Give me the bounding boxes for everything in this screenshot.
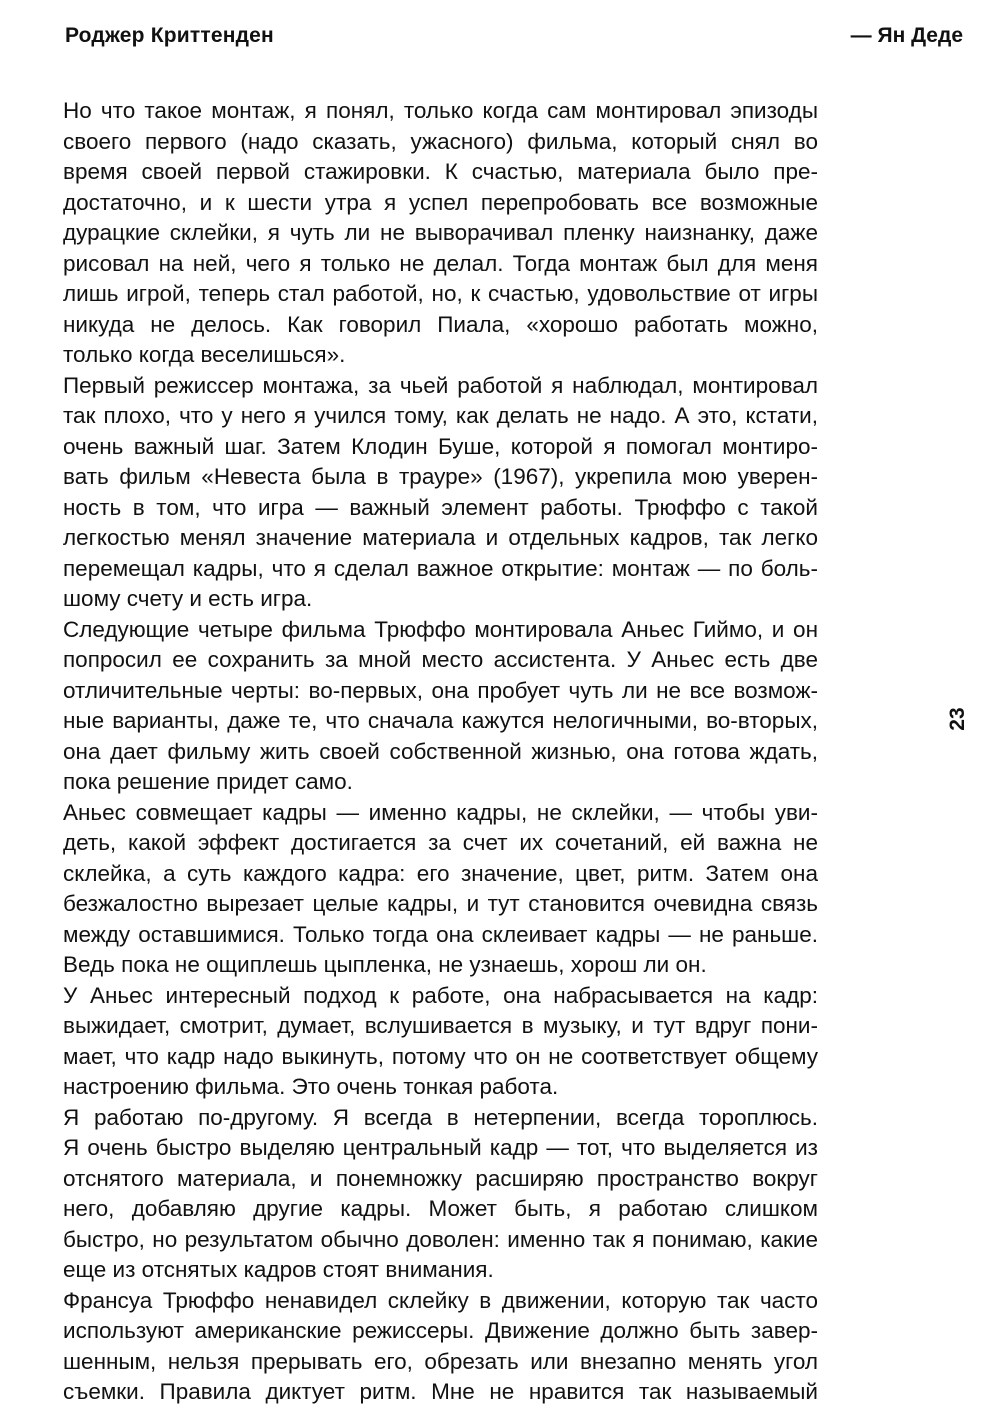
text-line: попросил ее сохранить за мной место ассистента. У Аньес есть две — [63, 647, 818, 672]
text-line: еще из отснятых кадров стоят внимания. — [63, 1257, 494, 1282]
text-line: используют американские режиссеры. Движение должно быть завер- — [63, 1318, 818, 1343]
text-line: только когда веселишься». — [63, 342, 346, 367]
text-line: время своей первой стажировки. К счастью, материала было пре- — [63, 159, 818, 184]
text-line: своего первого (надо сказать, ужасного) фильма, который снял во — [63, 128, 818, 154]
text-line: выжидает, смотрит, думает, вслушивается в музыку, и тут вдруг пони- — [63, 1013, 818, 1038]
text-line: шому счету и есть игра. — [63, 586, 313, 611]
text-line: Франсуа Трюффо ненавидел склейку в движении, которую так часто — [63, 1287, 818, 1313]
text-line: Ведь пока не ощиплешь цыпленка, не узнаешь, хорош ли он. — [63, 952, 707, 977]
paragraph — [63, 1286, 818, 1408]
body-text — [63, 96, 818, 1408]
text-line: дурацкие склейки, я чуть ли не выворачивал пленку наизнанку, даже — [63, 220, 818, 245]
text-line: перемещал кадры, что я сделал важное открытие: монтаж — по боль- — [63, 555, 818, 581]
running-header-subject: — Ян Деде — [850, 24, 963, 47]
text-line: легкостью менял значение материала и отдельных кадров, так легко — [63, 525, 818, 550]
paragraph — [63, 981, 818, 1103]
text-line: него, добавляю другие кадры. Может быть, я работаю слишком — [63, 1196, 818, 1221]
text-line: лишь игрой, теперь стал работой, но, к счастью, удовольствие от игры — [63, 281, 818, 306]
text-line: так плохо, что у него я учился тому, как делать не надо. А это, кстати, — [63, 403, 818, 428]
text-line: деть, какой эффект достигается за счет их сочетаний, ей важна не — [63, 830, 818, 855]
text-line: У Аньес интересный подход к работе, она набрасывается на кадр: — [63, 982, 818, 1008]
text-line: съемки. Правила диктует ритм. Мне не нравится так называемый — [63, 1379, 818, 1404]
text-line: Я очень быстро выделяю центральный кадр — тот, что выделяется из — [63, 1135, 818, 1160]
text-line: никуда не делось. Как говорил Пиала, «хорошо работать можно, — [63, 311, 818, 337]
text-line: отличительные черты: во-первых, она пробует чуть ли не все возмож- — [63, 677, 818, 703]
text-line: отснятого материала, и понемножку расширяю пространство вокруг — [63, 1165, 818, 1191]
paragraph — [63, 798, 818, 981]
page-number: 23 — [946, 707, 969, 731]
paragraph — [63, 96, 818, 371]
text-line: Я работаю по-другому. Я всегда в нетерпении, всегда тороплюсь. — [63, 1104, 818, 1130]
text-line: ные варианты, даже те, что сначала кажутся нелогичными, во-вторых, — [63, 708, 818, 733]
text-line: безжалостно вырезает целые кадры, и тут становится очевидна связь — [63, 891, 818, 916]
paragraph — [63, 1103, 818, 1286]
text-line: очень важный шаг. Затем Клодин Буше, которой я помогал монтиро- — [63, 433, 818, 459]
text-line: быстро, но результатом обычно доволен: именно так я понимаю, какие — [63, 1226, 818, 1252]
text-line: между оставшимися. Только тогда она склеивает кадры — не раньше. — [63, 921, 818, 947]
text-line: она дает фильму жить своей собственной жизнью, она готова ждать, — [63, 738, 818, 764]
text-line: настроению фильма. Это очень тонкая работа. — [63, 1074, 559, 1099]
text-line: мает, что кадр надо выкинуть, потому что он не соответствует общему — [63, 1043, 818, 1069]
text-line: Первый режиссер монтажа, за чьей работой я наблюдал, монтировал — [63, 372, 818, 398]
text-line: Но что такое монтаж, я понял, только когда сам монтировал эпизоды — [63, 98, 818, 123]
text-line: шенным, нельзя прерывать его, обрезать или внезапно менять угол — [63, 1348, 818, 1374]
text-line: рисовал на ней, чего я только не делал. Тогда монтаж был для меня — [63, 250, 818, 276]
running-header-author: Роджер Криттенден — [65, 24, 274, 47]
paragraph — [63, 615, 818, 798]
text-line: ность в том, что игра — важный элемент работы. Трюффо с такой — [63, 494, 818, 520]
text-line: пока решение придет само. — [63, 769, 353, 794]
text-line: склейка, а суть каждого кадра: его значение, цвет, ритм. Затем она — [63, 860, 818, 886]
text-line: вать фильм «Невеста была в трауре» (1967), укрепила мою уверен- — [63, 464, 818, 489]
paragraph — [63, 371, 818, 615]
text-line: Следующие четыре фильма Трюффо монтировала Аньес Гиймо, и он — [63, 616, 818, 642]
text-line: Аньес совмещает кадры — именно кадры, не склейки, — чтобы уви- — [63, 799, 818, 825]
text-line: достаточно, и к шести утра я успел перепробовать все возможные — [63, 189, 818, 215]
